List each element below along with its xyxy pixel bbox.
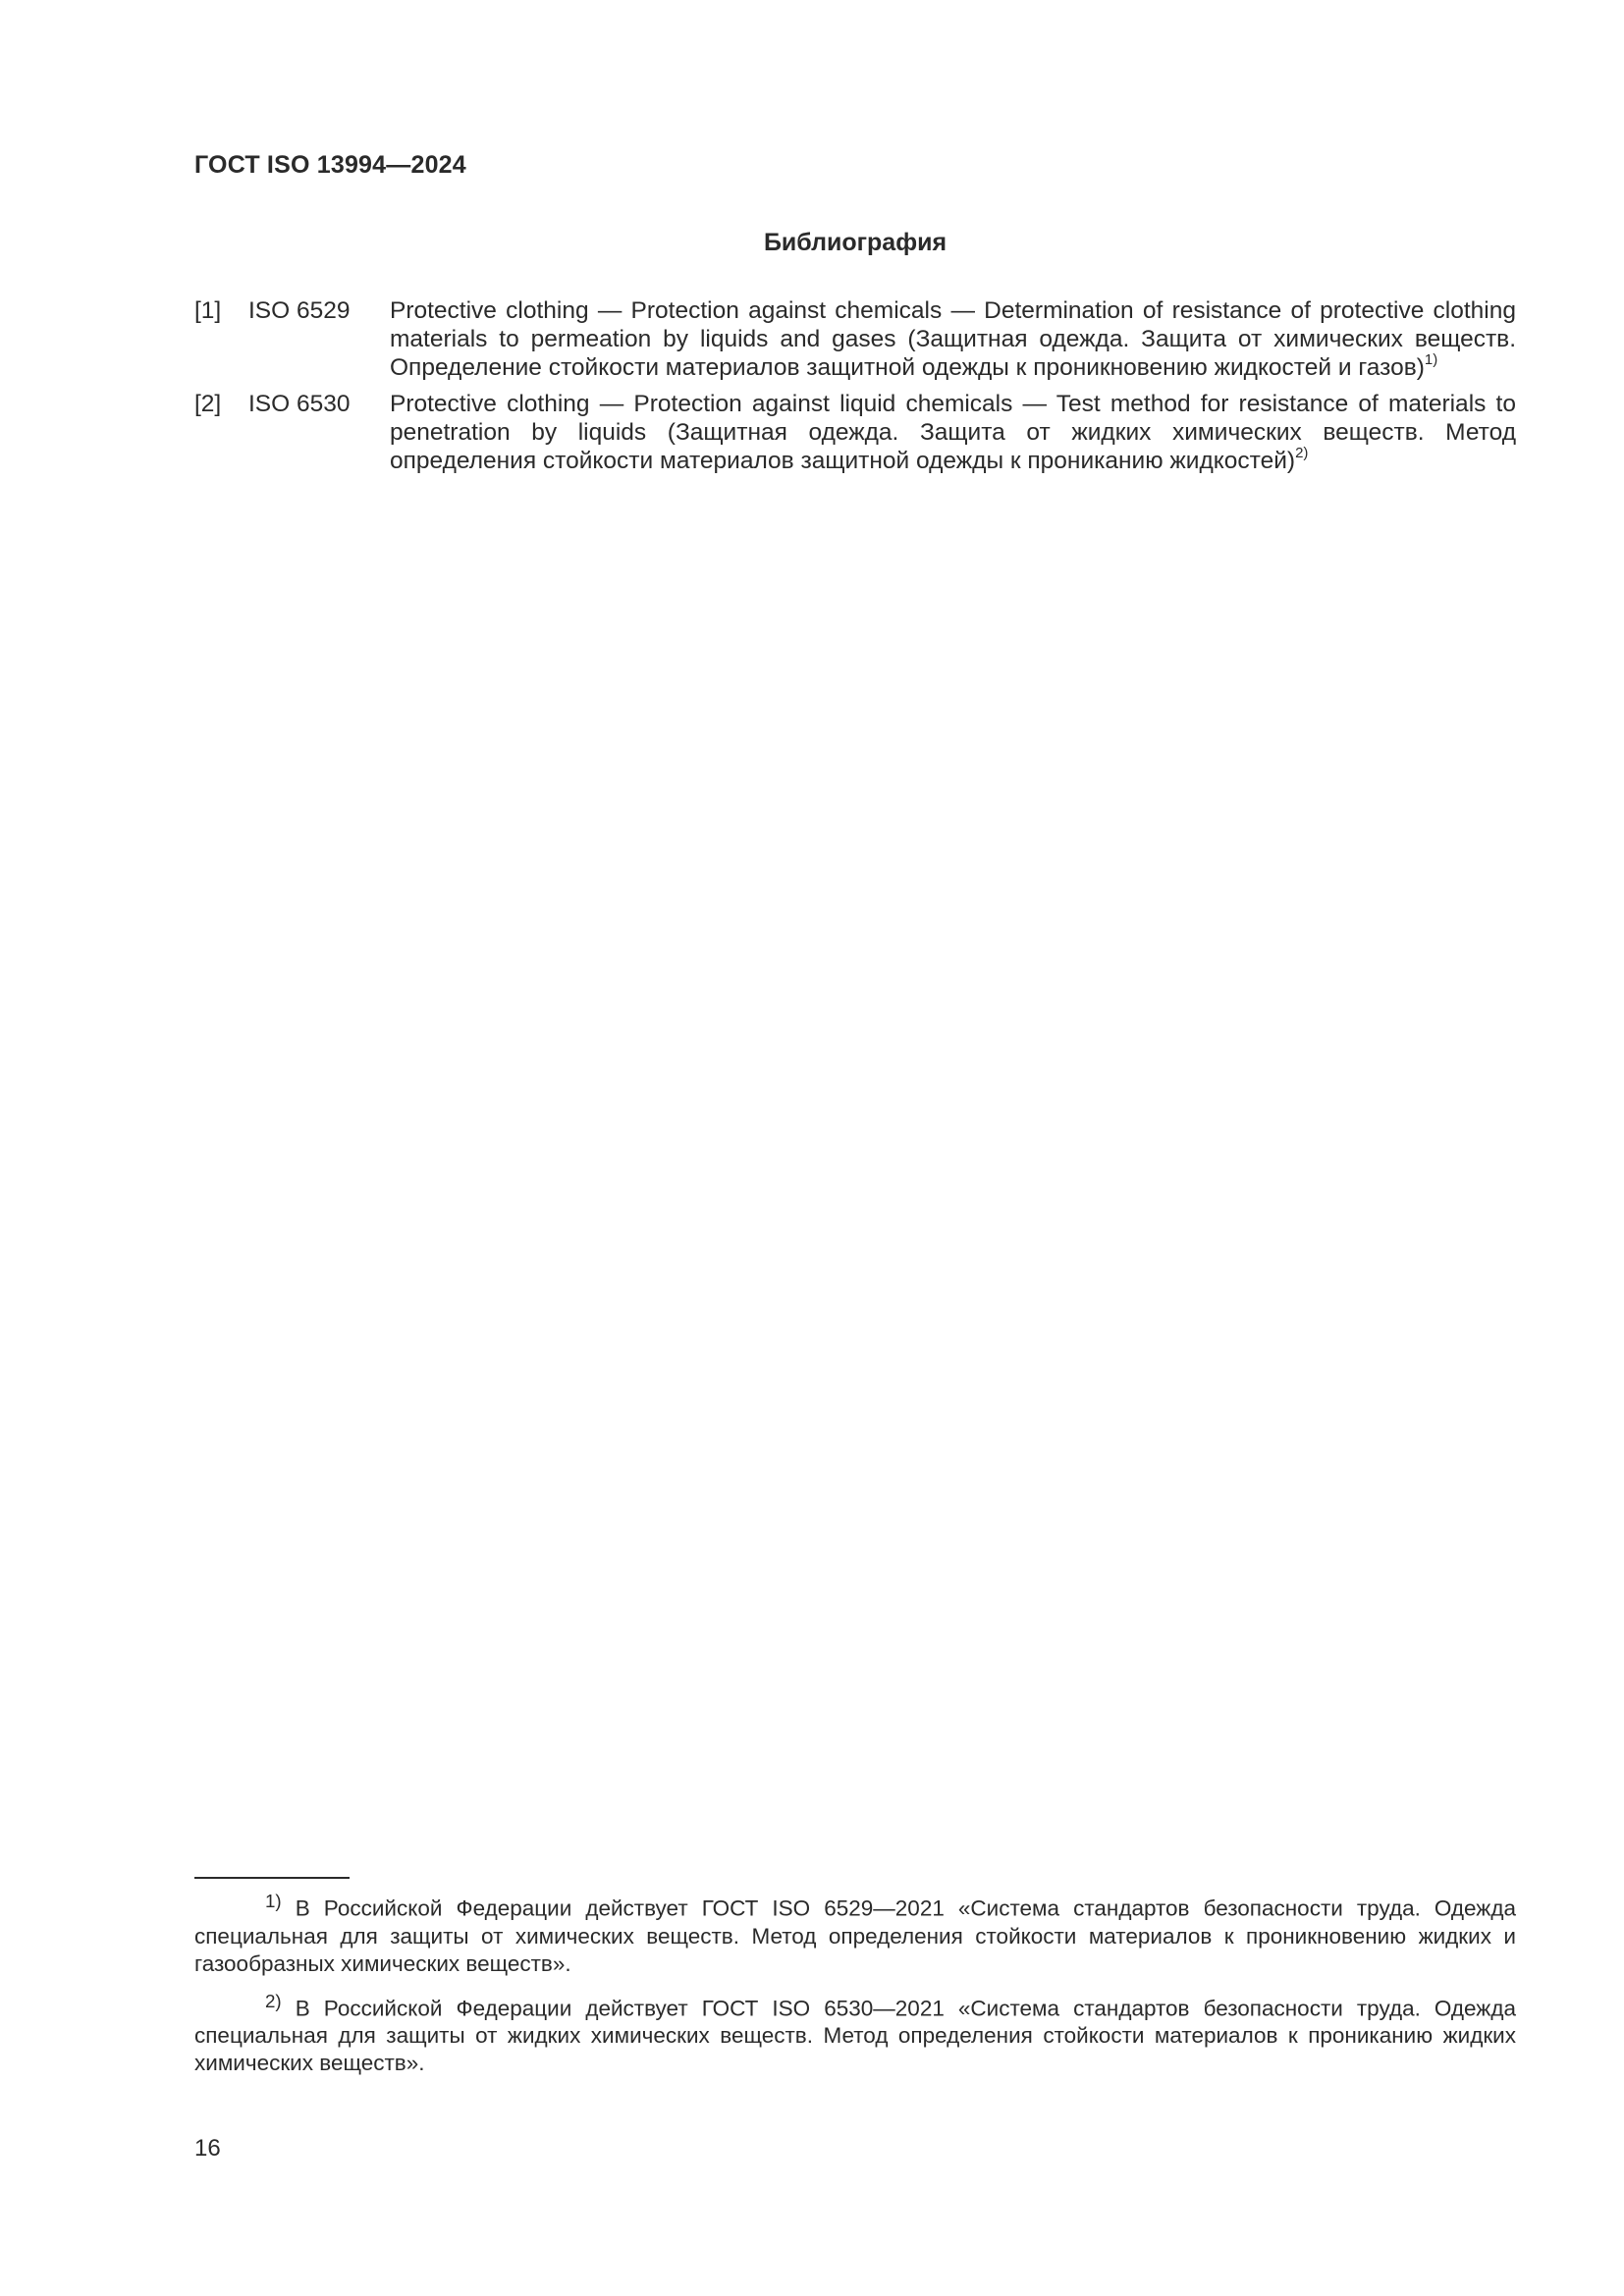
footnote-reference: 2): [1295, 444, 1309, 461]
page-number: 16: [194, 2135, 221, 2162]
footnote-text: В Российской Федерации действует ГОСТ ISO 6529—2021 «Система стандартов безопасности труда. Одежда специальная для защиты от химических веществ. Метод определения стойкости материалов к проникновению жидких и газообразных химических веществ».: [194, 1896, 1516, 1976]
entry-number: [1]: [194, 297, 222, 324]
entry-text: Protective clothing — Protection against chemicals — Determination of resistance of protective clothing materials to permeation by liquids and gases (Защитная одежда. Защита от химических веществ. Определение стойкости материалов защитной одежды к проникновению жидкостей и газов): [390, 297, 1516, 381]
bibliography-entry: [194, 296, 1516, 382]
footnote-reference: 1): [1424, 350, 1438, 368]
entry-description: [390, 296, 1516, 382]
entry-standard-code: ISO 6530: [248, 391, 351, 417]
entry-description: [390, 390, 1516, 475]
footnote-text: В Российской Федерации действует ГОСТ ISO 6530—2021 «Система стандартов безопасности труда. Одежда специальная для защиты от жидких химических веществ. Метод определения стойкости материалов к прониканию жидких химических веществ».: [194, 1996, 1516, 2075]
bibliography-title: Библиография: [763, 229, 947, 256]
footnote-separator: [194, 1877, 350, 1879]
footnote-mark: 1): [265, 1891, 282, 1911]
entry-text: Protective clothing — Protection against liquid chemicals — Test method for resistance of materials to penetration by liquids (Защитная одежда. Защита от жидких химических веществ. Метод определения стойкости материалов защитной одежды к прониканию жидкостей): [390, 391, 1516, 474]
document-header: ГОСТ ISO 13994—2024: [194, 151, 466, 179]
footnote: [194, 1888, 1516, 1978]
bibliography-entry: [194, 390, 1516, 475]
footnote-mark: 2): [265, 1990, 282, 2011]
entry-standard-code: ISO 6529: [248, 297, 351, 324]
footnotes: [194, 1888, 1516, 2087]
bibliography-list: [194, 296, 1516, 483]
entry-number: [2]: [194, 391, 222, 417]
footnote: [194, 1988, 1516, 2078]
